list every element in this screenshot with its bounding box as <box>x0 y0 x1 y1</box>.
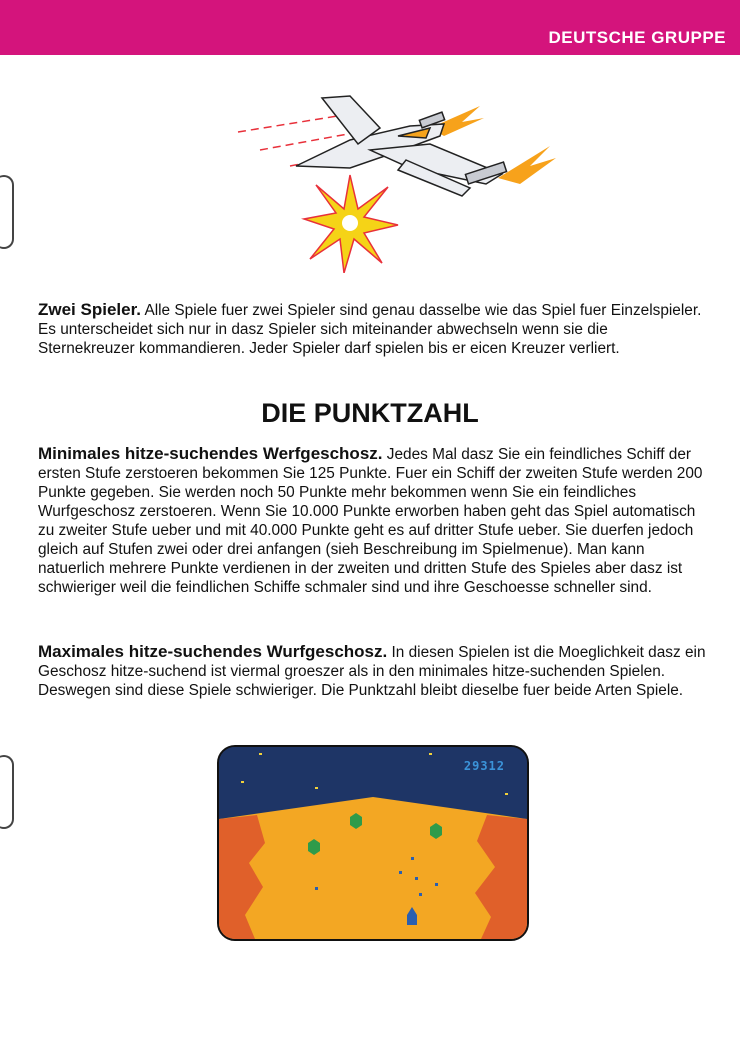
header-band <box>0 0 740 55</box>
game-screenshot <box>217 745 529 941</box>
minimal-missile-lead: Minimales hitze-suchendes Werfgeschosz. <box>38 444 383 463</box>
explosion-icon <box>304 175 398 273</box>
section-label: DEUTSCHE GRUPPE <box>548 28 726 47</box>
minimal-missile-body: Jedes Mal dasz Sie ein feindliches Schiff der ersten Stufe zerstoeren bekommen Sie 125 Punkte. Fuer ein Schiff der zweiten Stufe werden 200 Punkte gegeben. Sie werden noch 50 Punkte mehr bekommen wenn Sie ein feindliches Wurfgeschosz zerstoeren. Wenn Sie 10.000 Punkte erworben haben geht das Spiel automatisch zu zweiter Stufe ueber und mit 40.000 Punkte geht es auf dritter Stufe ueber. Sie duerfen jedoch gleich auf Stufen zwei oder drei anfangen (sieh Beschreibung im Spielmenue). Man kann natuerlich mehrere Punkte verdienen in der zweiten und dritten Stufe des Spieles aber dasz ist schwieriger weil die feindlichen Schiffe schmaler sind und ihre Geschoesse schneller sind. <box>38 446 703 596</box>
ground <box>219 797 527 939</box>
maximal-missile-paragraph <box>38 642 706 700</box>
score-readout: 29312 <box>463 759 505 773</box>
ship-body <box>296 96 507 196</box>
game-scene <box>219 747 527 939</box>
maximal-missile-lead: Maximales hitze-suchendes Wurfgeschosz. <box>38 642 388 661</box>
binding-ring <box>0 175 14 249</box>
starcruiser-ship-icon <box>230 88 560 273</box>
binding-ring <box>0 755 14 829</box>
two-players-paragraph <box>38 300 706 358</box>
maximal-missile-body: In diesen Spielen ist die Moeglichkeit dasz ein Geschosz hitze-suchend ist viermal groeszer als in den minimales hitze-suchenden Spielen. Deswegen sind diese Spiele schwieriger. Die Punktzahl bleibt dieselbe fuer beide Arten Spiele. <box>38 644 706 699</box>
two-players-lead: Zwei Spieler. <box>38 300 141 319</box>
two-players-body: Alle Spiele fuer zwei Spieler sind genau dasselbe wie das Spiel fuer Einzelspieler. Es unterscheidet sich nur in dasz Spieler sich miteinander abwechseln wenn sie die Sternekreuzer kommandieren. Jeder Spieler darf spielen bis er eicen Kreuzer verliert. <box>38 302 702 357</box>
minimal-missile-paragraph <box>38 444 706 597</box>
scoring-heading: DIE PUNKTZAHL <box>261 398 479 428</box>
